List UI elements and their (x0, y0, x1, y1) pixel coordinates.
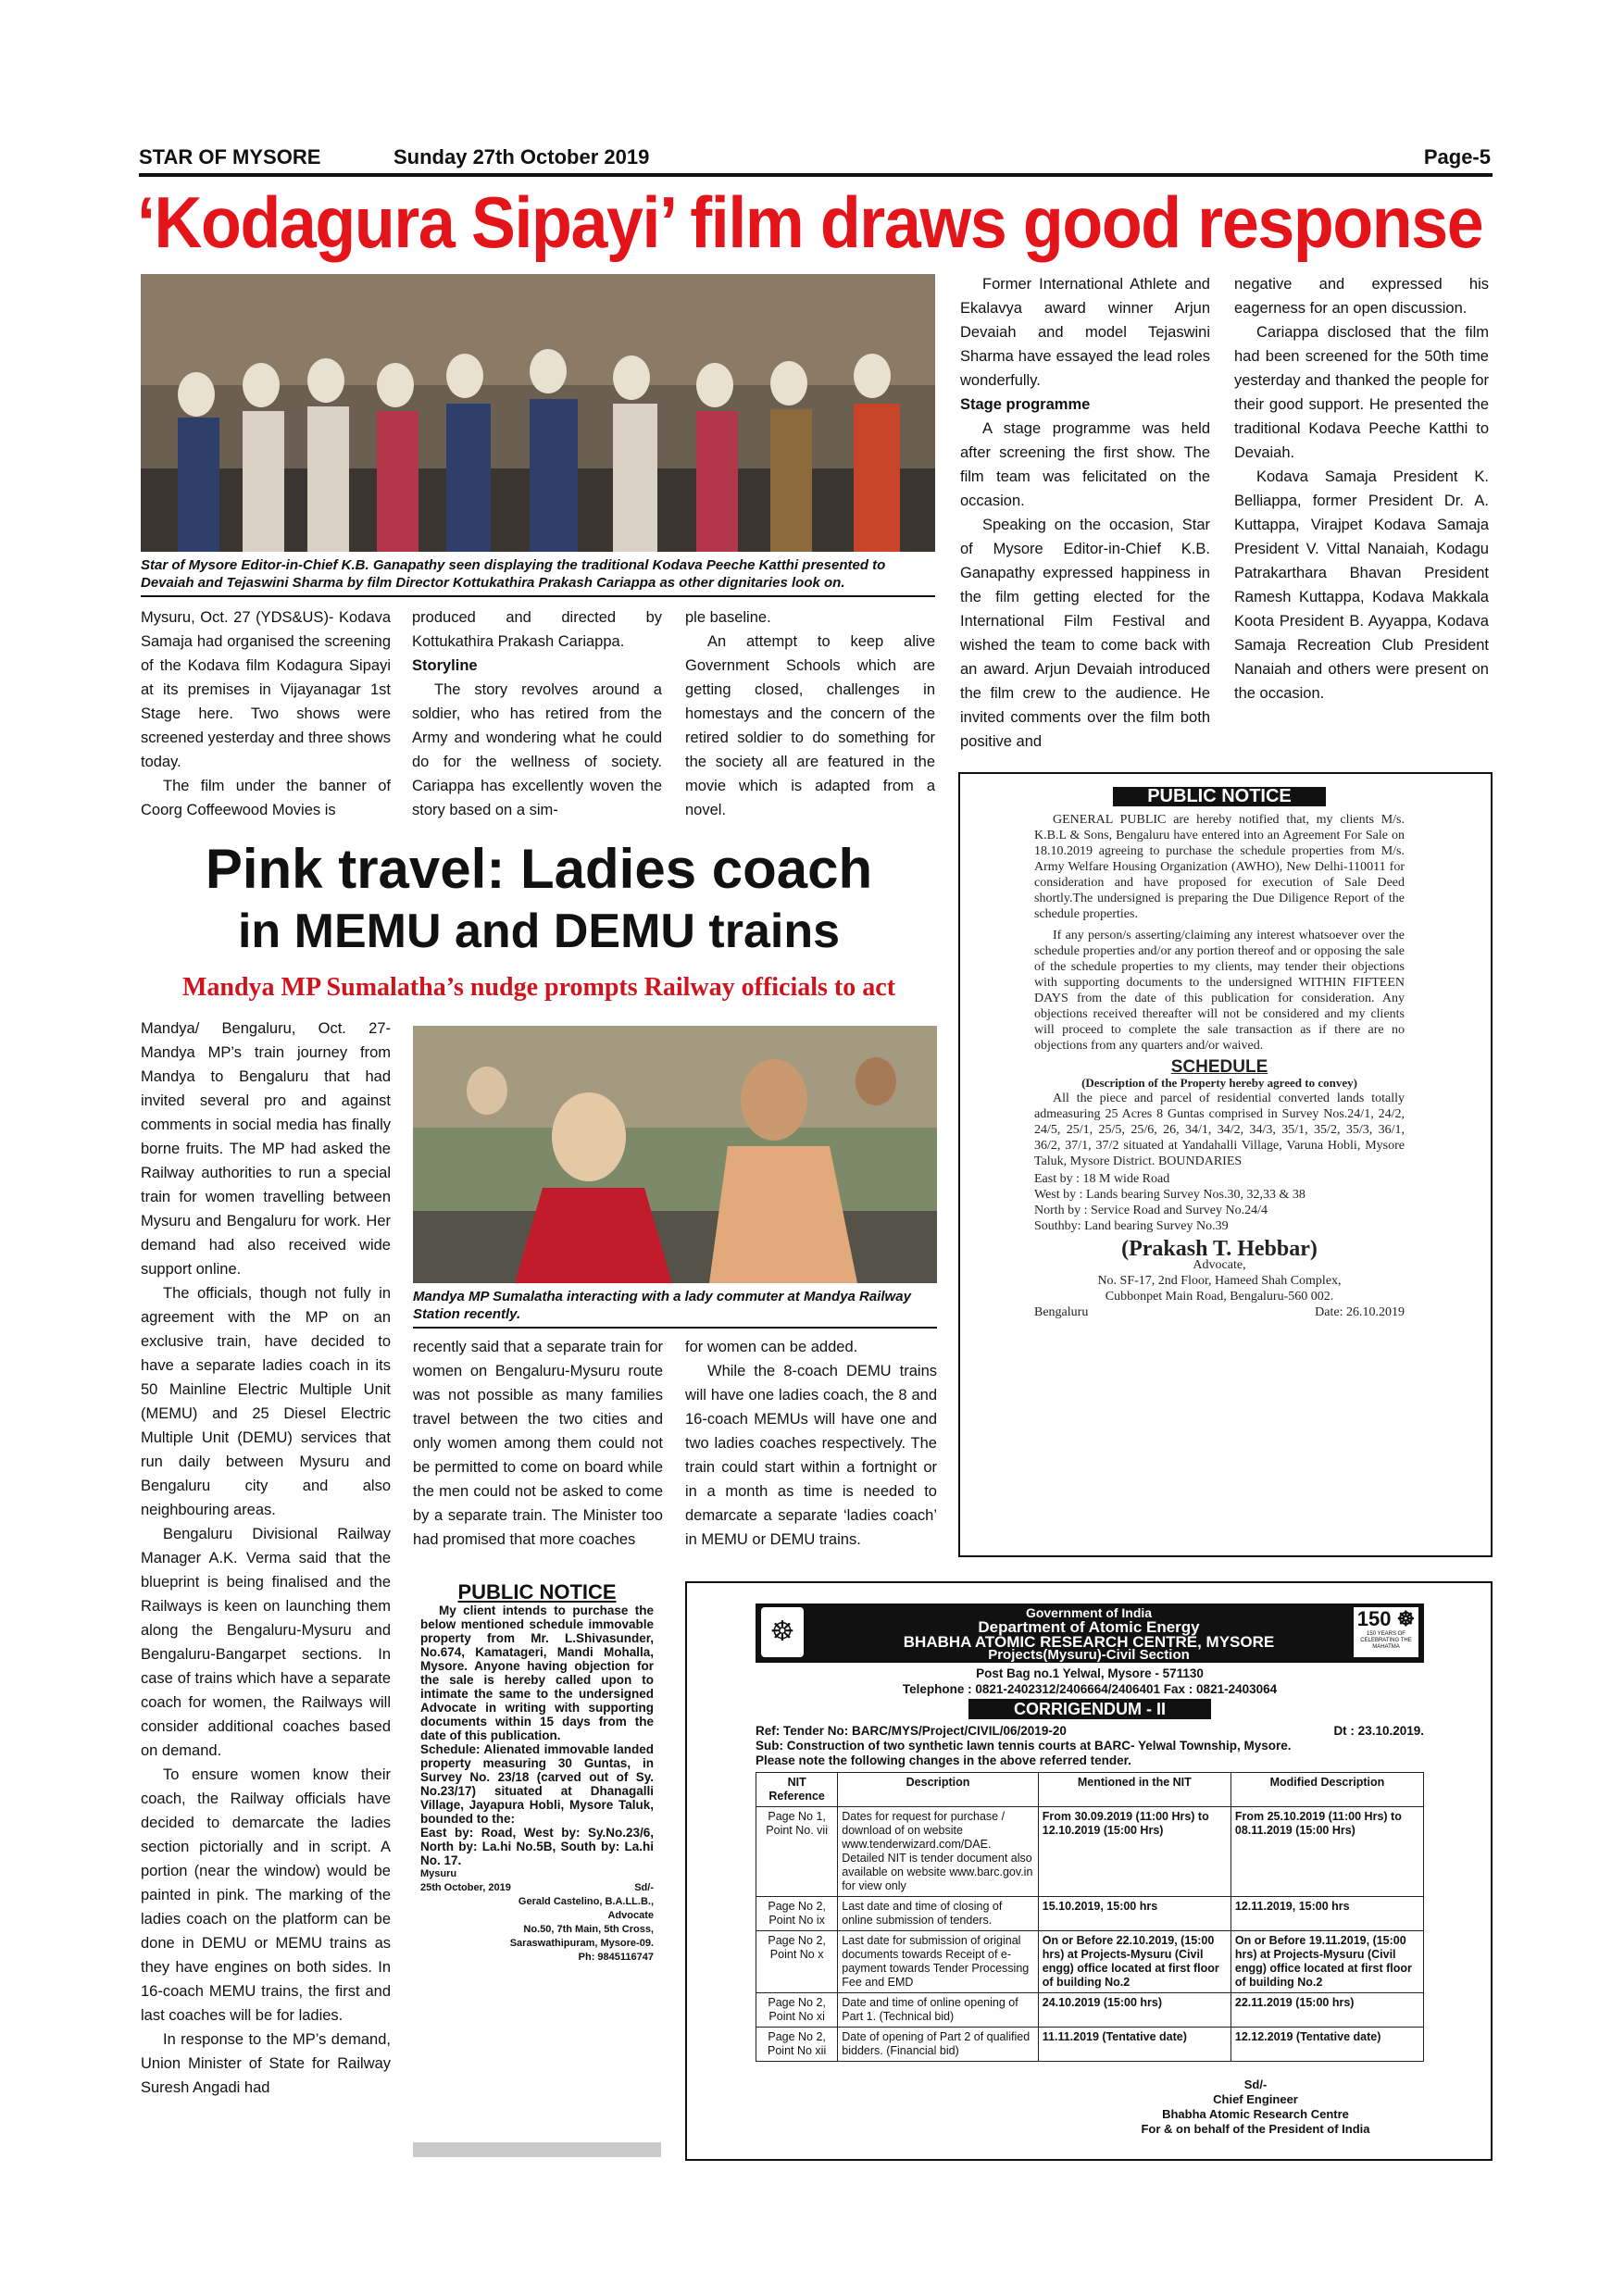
table-cell: Page No 2, Point No ix (756, 1897, 838, 1931)
notice1-title: PUBLIC NOTICE (1113, 787, 1326, 806)
story1-col4 (960, 272, 1210, 754)
barc-org: Bhabha Atomic Research Centre (1162, 2107, 1349, 2121)
story2-headline-line2: in MEMU and DEMU trains (237, 905, 841, 958)
table-cell: Page No 2, Point No xi (756, 1993, 838, 2028)
notice1-para2: If any person/s asserting/claiming any interest whatsoever over the schedule properties and/or any portion thereof and or opposing the sale of the schedule properties to my clients, may tender their objections with supporting documents to the undersigned WITHIN FIFTEEN DAYS from the date of this publication for consideration. Any objections received thereafter will not be considered and my clients will proceed to complete the sale transaction as if there are no objections from any quarters and/or waived. (1034, 929, 1405, 1053)
table-cell: Page No 2, Point No xii (756, 2028, 838, 2062)
badge-text: 150 YEARS OF CELEBRATING THE MAHATMA (1360, 1631, 1412, 1650)
table-header: Description (838, 1773, 1039, 1807)
notice1-address2: Cubbonpet Main Road, Bengaluru-560 002. (1105, 1290, 1334, 1304)
notice2-date: 25th October, 2019 (420, 1882, 511, 1893)
table-row (756, 1993, 1424, 2028)
boundary-north: North by : Service Road and Survey No.24/4 (1034, 1204, 1268, 1217)
boundary-south: Southby: Land bearing Survey No.39 (1034, 1219, 1229, 1233)
table-cell: Last date and time of closing of online submission of tenders. (838, 1897, 1039, 1931)
paper-name: STAR OF MYSORE (139, 145, 321, 168)
notice1-signatory: (Prakash T. Hebbar) (1121, 1237, 1318, 1261)
subhead-stage-programme: Stage programme (960, 396, 1091, 413)
barc-post: Post Bag no.1 Yelwal, Mysore - 571130 (976, 1666, 1204, 1680)
story1-col1-p1: Mysuru, Oct. 27 (YDS&US)- Kodava Samaja had organised the screening of the Kodava film Kodagura Sipayi at its premises in Vijayanagar 1st Stage here. Two shows were screened yesterday and three shows today. (141, 609, 391, 770)
corrigendum-title: CORRIGENDUM - II (968, 1699, 1211, 1719)
tender-note: Please note the following changes in the above referred tender. (756, 1753, 1131, 1767)
table-row (756, 1897, 1424, 1931)
barc-engineer: Chief Engineer (1213, 2092, 1298, 2106)
barc-behalf: For & on behalf of the President of India (1141, 2122, 1370, 2136)
barc-inner (756, 1603, 1424, 2145)
barc-section: Projects(Mysuru)-Civil Section (988, 1647, 1190, 1663)
barc-sd: Sd/- (1243, 2078, 1268, 2091)
schedule-title: SCHEDULE (1170, 1057, 1268, 1077)
table-row (756, 1931, 1424, 1993)
table-cell: Date and time of online opening of Part 1. (Technical bid) (838, 1993, 1039, 2028)
emblem-icon: ☸ (761, 1607, 804, 1657)
story1-col5-p1: negative and expressed his eagerness for an open discussion. (1234, 276, 1489, 317)
event-photo-illustration (141, 274, 935, 552)
table-cell: Last date for submission of original documents towards Receipt of e-payment towards Tender Processing Fee and EMD (838, 1931, 1039, 1993)
notice1-designation: Advocate, (1193, 1258, 1246, 1272)
story2-photo (413, 1026, 937, 1283)
story1-col3-p2: An attempt to keep alive Government Schools which are getting closed, challenges in homestays and the concern of the retired soldier to do something for the society all are featured in the movie which is adapted from a novel. (685, 633, 935, 818)
table-cell: Page No 1, Point No. vii (756, 1807, 838, 1897)
table-cell: On or Before 19.11.2019, (15:00 hrs) at Projects-Mysuru (Civil engg) office located at first floor of building No.2 (1230, 1931, 1423, 1993)
caption-rule (141, 595, 935, 597)
notice1-para1: GENERAL PUBLIC are hereby notified that, my clients M/s. K.B.L & Sons, Bengaluru have entered into an Agreement For Sale on 18.10.2019 agreeing to purchase the schedule properties from M/s. Army Welfare Housing Organization (AWHO), New Delhi-110011 for consideration and have proposed for execution of Sale Deed shortly.The undersigned is preparing the Due Diligence Report of the schedule properties. (1034, 813, 1405, 921)
notice1-para3: All the piece and parcel of residential converted lands totally admeasuring 25 Acres 8 Guntas comprised in Survey Nos.24/1, 24/2, 24/5, 25/1, 25/5, 25/6, 26, 34/1, 34/2, 34/3, 35/1, 35/2, 35/3, 36/1, 36/2, 37/1, 37/2 situated at Yandahalli Village, Varuna Hobli, Mysore Taluk, Mysore District. BOUNDARIES (1034, 1092, 1405, 1168)
corrigendum-table-wrap (756, 1772, 1424, 2062)
story2-subhead: Mandya MP Sumalatha’s nudge prompts Railway officials to act (181, 973, 896, 1002)
table-cell: 24.10.2019 (15:00 hrs) (1038, 1993, 1230, 2028)
tender-date: Dt : 23.10.2019. (1333, 1724, 1424, 1738)
boundary-east: East by : 18 M wide Road (1034, 1172, 1170, 1186)
header-rule (139, 173, 1493, 177)
story2-col1 (141, 1017, 391, 2100)
barc-corrigendum (685, 1581, 1493, 2161)
table-header: Modified Description (1230, 1773, 1423, 1807)
notice2-grey-bar (413, 2142, 661, 2157)
table-header-row (756, 1773, 1424, 1807)
issue-date: Sunday 27th October 2019 (394, 145, 650, 168)
barc-tel: Telephone : 0821-2402312/2406664/2406401 Fax : 0821-2403064 (902, 1682, 1278, 1696)
notice2-para: My client intends to purchase the below mentioned schedule immovable property from Mr. L.Shivasunder, No.674, Kamatageri, Mandi Mohalla, Mysore. Anyone having objection for the sale is hereby called upon to intimate the same to the undersigned Advocate in writing with supporting documents within 15 days from the date of this publication. (420, 1603, 654, 1742)
notice2-sd: Sd/- (634, 1882, 654, 1893)
story2-col3-p2: While the 8-coach DEMU trains will have one ladies coach, the 8 and 16-coach MEMUs will have one and two ladies coaches respectively. The train could start within a fortnight or in a month as time is needed to demarcate a separate ‘ladies coach’ in MEMU or DEMU trains. (685, 1363, 937, 1548)
story2-col3 (685, 1335, 937, 1552)
mp-commuter-photo-illustration (413, 1026, 937, 1283)
story1-caption: Star of Mysore Editor-in-Chief K.B. Ganapathy seen displaying the traditional Kodava Peeche Katthi presented to Devaiah and Tejaswini Sharma by film Director Kottukathira Prakash Cariappa as other dignitaries look on. (141, 557, 886, 591)
barc-signoff (1089, 2078, 1422, 2137)
story2-caption: Mandya MP Sumalatha interacting with a lady commuter at Mandya Railway Station recently. (413, 1289, 911, 1322)
story1-col1-p2: The film under the banner of Coorg Coffeewood Movies is (141, 778, 391, 818)
notice2-footer (420, 1881, 654, 1895)
corrigendum-table (756, 1772, 1424, 2062)
table-cell: 11.11.2019 (Tentative date) (1038, 2028, 1230, 2062)
table-cell: From 30.09.2019 (11:00 Hrs) to 12.10.2019 (15:00 Hrs) (1038, 1807, 1230, 1897)
subhead-storyline: Storyline (412, 657, 478, 674)
notice1-date: Date: 26.10.2019 (1315, 1305, 1405, 1319)
tender-subject: Sub: Construction of two synthetic lawn tennis courts at BARC- Yelwal Township, Mysore. (756, 1739, 1292, 1753)
story1-col3-p1: ple baseline. (685, 609, 771, 626)
schedule-subtitle: (Description of the Property hereby agreed to convey) (1081, 1076, 1357, 1090)
table-cell: 12.12.2019 (Tentative date) (1230, 2028, 1423, 2062)
table-cell: Dates for request for purchase / download of on website www.tenderwizard.com/DAE. Detailed NIT is tender document also available on website www.barc.gov.in for view only (838, 1807, 1039, 1897)
caption-rule-2 (413, 1327, 937, 1329)
notice2-phone: Ph: 9845116747 (578, 1952, 654, 1963)
story1-col2 (412, 605, 662, 822)
story1-col1 (141, 605, 391, 822)
table-cell: Date of opening of Part 2 of qualified bidders. (Financial bid) (838, 2028, 1039, 2062)
story1-photo (141, 274, 935, 552)
masthead (139, 144, 1491, 173)
story1-col5 (1234, 272, 1489, 705)
story2-col2 (413, 1335, 663, 1552)
barc-centre: BHABHA ATOMIC RESEARCH CENTRE, MYSORE (903, 1633, 1275, 1651)
notice2-name: Gerald Castelino, B.A.LL.B., (518, 1896, 654, 1907)
story2-col1-p4: To ensure women know their coach, the Railway officials have decided to demarcate the ladies section pictorially and in script. A portion (near the window) would be painted in pink. The marking of the ladies coach on the platform can be done in DEMU or MEMU trains as they have engines on both sides. In 16-coach MEMU trains, the first and last coaches will be for ladies. (141, 1766, 391, 2024)
notice1-footer (1034, 1304, 1405, 1320)
boundary-west: West by : Lands bearing Survey Nos.30, 32,33 & 38 (1034, 1188, 1305, 1202)
story2-col1-p5: In response to the MP’s demand, Union Minister of State for Railway Suresh Angadi had (141, 2031, 391, 2096)
notice2-bounds: East by: Road, West by: Sy.No.23/6, North by: La.hi No.5B, South by: La.hi No. 17. (420, 1826, 654, 1867)
story1-col3 (685, 605, 935, 822)
story2-col1-p3: Bengaluru Divisional Railway Manager A.K. Verma said that the blueprint is being finalised and the Railways is keen on launching them along the Bengaluru-Mysuru and Bengaluru-Bangarpet sections. In case of trains which have a separate coach for women, the Railways will consider additional coaches based on demand. (141, 1526, 391, 1759)
notice1-address1: No. SF-17, 2nd Floor, Hameed Shah Complex, (1097, 1274, 1342, 1288)
public-notice-castelino (413, 1580, 661, 1963)
notice2-body (413, 1603, 661, 1965)
table-cell: 15.10.2019, 15:00 hrs (1038, 1897, 1230, 1931)
story1-headline: ‘Kodagura Sipayi’ film draws good response (137, 181, 1483, 263)
table-cell: Page No 2, Point No x (756, 1931, 838, 1993)
gandhi-150-badge (1354, 1607, 1418, 1657)
table-header: Mentioned in the NIT (1038, 1773, 1230, 1807)
public-notice-awho (958, 772, 1493, 1557)
notice2-addr2: Saraswathipuram, Mysore-09. (509, 1938, 654, 1949)
notice2-place: Mysuru (420, 1868, 457, 1879)
barc-dept: Department of Atomic Energy (978, 1618, 1200, 1636)
story2-headline-line1: Pink travel: Ladies coach (205, 838, 873, 900)
notice2-addr1: No.50, 7th Main, 5th Cross, (523, 1924, 654, 1935)
table-row (756, 2028, 1424, 2062)
notice1-place: Bengaluru (1034, 1305, 1089, 1319)
story2-col1-p2: The officials, though not fully in agreement with the MP on an exclusive train, have decided to have a separate ladies coach in its 50 Mainline Electric Multiple Unit (MEMU) and 25 Diesel Electric Multiple Unit (DEMU) services that run daily between Mysuru and Bengaluru city and also neighbouring areas. (141, 1285, 391, 1518)
table-cell: 12.11.2019, 15:00 hrs (1230, 1897, 1423, 1931)
story1-col5-p3: Kodava Samaja President K. Belliappa, former President Dr. A. Kuttappa, Virajpet Kodava Samaja President V. Vittal Nanaiah, Kodagu Patrakarthara Bhavan President Ramesh Kuttappa, Kodava Makkala Koota President B. Ayyappa, Kodava Samaja Recreation Club President Nanaiah and others were present on the occasion. (1234, 468, 1489, 702)
tender-ref: Ref: Tender No: BARC/MYS/Project/CIVIL/06/2019-20 (756, 1724, 1067, 1738)
table-cell: 22.11.2019 (15:00 hrs) (1230, 1993, 1423, 2028)
story1-col2-p2: The story revolves around a soldier, who has retired from the Army and wondering what he could do for the wellness of society. Cariappa has excellently woven the story based on a sim- (412, 681, 662, 818)
barc-gov: Government of India (1025, 1605, 1153, 1620)
story1-col4-p3: Speaking on the occasion, Star of Mysore Editor-in-Chief K.B. Ganapathy expressed happiness in the film getting elected for the International Film Festival and wished the team to come back with an award. Arjun Devaiah introduced the film crew to the audience. He invited comments over the film both positive and (960, 517, 1210, 750)
story1-col4-p2: A stage programme was held after screening the first show. The film team was felicitated on the occasion. (960, 420, 1210, 509)
story1-col2-p1: produced and directed by Kottukathira Prakash Cariappa. (412, 609, 662, 650)
notice2-schedule: Schedule: Alienated immovable landed property measuring 30 Guntas, in Survey No. 23/18 (carved out of Sy. No.23/17) situated at Dhanagalli Village, Jayapura Hobli, Mysore Taluk, bounded to the: (420, 1742, 654, 1826)
story2-col1-p1: Mandya/ Bengaluru, Oct. 27- Mandya MP’s train journey from Mandya to Bengaluru that had invited several pro and against comments in social media has finally borne fruits. The MP had asked the Railway authorities to run a special train for women travelling between Mysuru and Bengaluru for work. Her demand had also received wide support online. (141, 1020, 391, 1278)
table-cell: On or Before 22.10.2019, (15:00 hrs) at Projects-Mysuru (Civil engg) office located at first floor of building No.2 (1038, 1931, 1230, 1993)
story2-col2-p1: recently said that a separate train for women on Bengaluru-Mysuru route was not possible as many families travel between the two cities and only women among them could not be permitted to come on board while the men could not be asked to come by a separate train. The Minister too had promised that more coaches (413, 1339, 663, 1548)
page-number: Page-5 (1423, 145, 1491, 168)
notice2-role: Advocate (607, 1910, 654, 1921)
story2-col3-p1: for women can be added. (685, 1339, 858, 1355)
table-row (756, 1807, 1424, 1897)
table-cell: From 25.10.2019 (11:00 Hrs) to 08.11.2019 (15:00 Hrs) (1230, 1807, 1423, 1897)
badge-graphic: 150 ☸ (1356, 1607, 1416, 1630)
story1-col5-p2: Cariappa disclosed that the film had been screened for the 50th time yesterday and thanked the people for their good support. He presented the traditional Kodava Peeche Katthi to Devaiah. (1234, 324, 1489, 461)
notice1-inner (1034, 787, 1405, 1320)
table-header: NIT Reference (756, 1773, 838, 1807)
notice2-title: PUBLIC NOTICE (457, 1580, 617, 1603)
story1-col4-p1: Former International Athlete and Ekalavya award winner Arjun Devaiah and model Tejaswini Sharma have essayed the lead roles wonderfully. (960, 276, 1210, 389)
